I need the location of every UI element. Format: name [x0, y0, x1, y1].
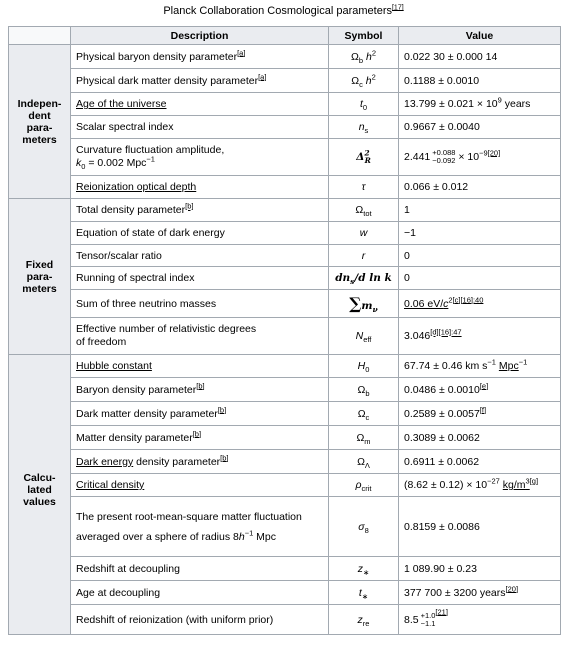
row-value: 0.06 $eV/c^{2[c][16]:40}$ — [399, 290, 561, 318]
header-value: Value — [399, 27, 561, 45]
row-value: 0.066 ± 0.012 — [399, 176, 561, 199]
row-value: 0.3089 ± 0.0062 — [399, 426, 561, 450]
group-fixed — [9, 199, 71, 355]
caption-text: Planck Collaboration Cosmological parameters — [163, 5, 392, 17]
group-label: Indepen- dent para- meters — [17, 97, 62, 146]
row-symbol: $n_s$ — [329, 116, 399, 139]
row-value: 0.2589 ± 0.0057[f] — [399, 402, 561, 426]
row-value: 0.9667 ± 0.0040 — [399, 116, 561, 139]
note-link[interactable]: [c][16]:40 — [452, 295, 484, 304]
note-link[interactable]: [g] — [529, 476, 539, 486]
header-row — [9, 27, 561, 45]
row-description — [71, 355, 329, 378]
row-description: Total density parameter[b] — [71, 199, 329, 222]
note-link[interactable]: [d][16]:47 — [430, 327, 462, 337]
table-row — [9, 426, 561, 450]
group-calculated — [9, 355, 71, 635]
row-description — [71, 176, 329, 199]
row-value: $3.046^{[d][16]:47}$ — [399, 318, 561, 355]
row-description: Effective number of relativistic degrees of freedom — [71, 318, 329, 355]
hubble-constant-link[interactable]: Hubble constant — [76, 360, 152, 372]
row-value: 377 700 ± 3200 years[20] — [399, 581, 561, 605]
mpc-link[interactable]: Mpc — [498, 360, 519, 372]
caption-ref-link[interactable]: [17] — [391, 4, 404, 12]
note-link[interactable]: [b] — [192, 429, 202, 438]
row-symbol: $\Delta^2_R$ — [329, 139, 399, 176]
row-value: 0.1188 ± 0.0010 — [399, 69, 561, 93]
row-symbol: $\Omega_b$ $h^2$ — [329, 45, 399, 69]
dark-energy-link[interactable]: Dark energy — [76, 455, 134, 468]
row-description: Baryon density parameter[b] — [71, 378, 329, 402]
table-row — [9, 581, 561, 605]
critical-density-link[interactable]: Critical density — [76, 479, 145, 491]
note-link[interactable]: [20] — [487, 148, 501, 158]
row-symbol: $z_{re}$ — [329, 605, 399, 635]
row-description: Matter density parameter[b] — [71, 426, 329, 450]
row-description: Physical baryon density parameter[a] — [71, 45, 329, 69]
ev-link[interactable]: 0.06 eV/c — [404, 297, 449, 310]
table-row — [9, 474, 561, 497]
row-value: 0.8159 ± 0.0086 — [399, 497, 561, 557]
kg-m3-link[interactable]: $kg/m^3$ — [502, 476, 530, 491]
note-link[interactable]: [f] — [479, 405, 487, 414]
row-value: 0.022 30 ± 0.000 14 — [399, 45, 561, 69]
row-description: Dark energy density parameter[b] — [71, 450, 329, 474]
table-row — [9, 69, 561, 93]
group-label: Fixed para- meters — [22, 258, 57, 295]
note-link[interactable]: [b] — [196, 381, 205, 390]
table-row — [9, 45, 561, 69]
row-value: 0 — [399, 267, 561, 290]
group-label: Calcu- lated values — [23, 472, 56, 508]
row-value: 2.441 +0.088 $-0.092 \times 10^{-9[20]}$ — [399, 139, 561, 176]
row-description: Age at decoupling — [71, 581, 329, 605]
row-description: Tensor/scalar ratio — [71, 245, 329, 267]
note-link[interactable]: [a] — [237, 48, 246, 57]
row-description: Running of spectral index — [71, 267, 329, 290]
row-description: Scalar spectral index — [71, 116, 329, 139]
row-value: 1 — [399, 199, 561, 222]
table-row — [9, 93, 561, 116]
row-value: 0 — [399, 245, 561, 267]
row-description: Sum of three neutrino masses — [71, 290, 329, 318]
row-symbol: $N_{eff}$ — [329, 318, 399, 355]
row-symbol: $\sigma_8$ — [329, 497, 399, 557]
row-description: Equation of state of dark energy — [71, 222, 329, 245]
row-symbol: w — [329, 222, 399, 245]
reionization-link[interactable]: Reionization optical depth — [76, 181, 197, 193]
note-link[interactable]: [20] — [505, 584, 519, 593]
table-row — [9, 402, 561, 426]
row-value: $13.799 \pm 0.021 \times 10^9$ years — [399, 93, 561, 116]
table-row — [9, 497, 561, 557]
table-row — [9, 605, 561, 635]
row-symbol: $z_∗$ — [329, 557, 399, 581]
note-link[interactable]: [b] — [217, 405, 227, 414]
row-value: 1 089.90 ± 0.23 — [399, 557, 561, 581]
row-description: Physical dark matter density parameter[a] — [71, 69, 329, 93]
note-link[interactable]: [21] — [435, 607, 448, 616]
row-symbol: r — [329, 245, 399, 267]
table-caption — [0, 5, 567, 17]
table-row — [9, 318, 561, 355]
table-row — [9, 139, 561, 176]
age-of-universe-link[interactable]: Age of the universe — [76, 98, 167, 110]
row-description: Redshift at decoupling — [71, 557, 329, 581]
row-symbol: $dn_s/d$ ln k — [329, 267, 399, 290]
row-symbol: τ — [329, 176, 399, 199]
table-row — [9, 450, 561, 474]
table-row — [9, 199, 561, 222]
row-symbol: $\Omega_b$ — [329, 378, 399, 402]
row-symbol: $\rho_{crit}$ — [329, 474, 399, 497]
row-symbol: $t_∗$ — [329, 581, 399, 605]
row-value: 0.0486 ± 0.0010[e] — [399, 378, 561, 402]
row-symbol: $\Omega_c$ — [329, 402, 399, 426]
table-row — [9, 267, 561, 290]
row-description: Redshift of reionization (with uniform prior) — [71, 605, 329, 635]
table-row — [9, 116, 561, 139]
row-description — [71, 474, 329, 497]
group-independent — [9, 45, 71, 199]
row-symbol: $\Omega_{tot}$ — [329, 199, 399, 222]
table-row — [9, 222, 561, 245]
row-symbol: $H_0$ — [329, 355, 399, 378]
row-description: The present root-mean-square matter fluctuation averaged over a sphere of radius $8h^{-1}$ Mpc — [71, 497, 329, 557]
table-row — [9, 557, 561, 581]
row-symbol: $\sum m_\nu$ — [329, 290, 399, 318]
row-symbol: $\Omega_m$ — [329, 426, 399, 450]
row-description: Curvature fluctuation amplitude, $k_0 = 0.002$ Mpc$^{-1}$ — [71, 139, 329, 176]
row-value: −1 — [399, 222, 561, 245]
table-row — [9, 290, 561, 318]
note-link[interactable]: [a] — [258, 72, 267, 81]
row-description — [71, 93, 329, 116]
row-symbol: $\Omega_\Lambda$ — [329, 450, 399, 474]
row-symbol: $t_0$ — [329, 93, 399, 116]
header-blank — [9, 27, 71, 45]
row-symbol: $\Omega_c$ $h^2$ — [329, 69, 399, 93]
table-row — [9, 245, 561, 267]
row-value: $(8.62 \pm 0.12) \times 10^{-27}$ $kg/m^{3[g]}$ — [399, 474, 561, 497]
row-description: Dark matter density parameter[b] — [71, 402, 329, 426]
parameters-table — [8, 26, 561, 635]
row-value: 8.5 +1.0[21] −1.1 — [399, 605, 561, 635]
header-symbol: Symbol — [329, 27, 399, 45]
header-description: Description — [71, 27, 329, 45]
table-row — [9, 176, 561, 199]
row-value: 0.6911 ± 0.0062 — [399, 450, 561, 474]
note-link[interactable]: [b] — [185, 201, 194, 211]
row-value: 67.74 ± 0.46 km $s^{-1}$ Mpc$^{-1}$ — [399, 355, 561, 378]
note-link[interactable]: [b] — [220, 453, 229, 462]
table-row — [9, 378, 561, 402]
note-link[interactable]: [e] — [479, 381, 489, 390]
table-row — [9, 355, 561, 378]
